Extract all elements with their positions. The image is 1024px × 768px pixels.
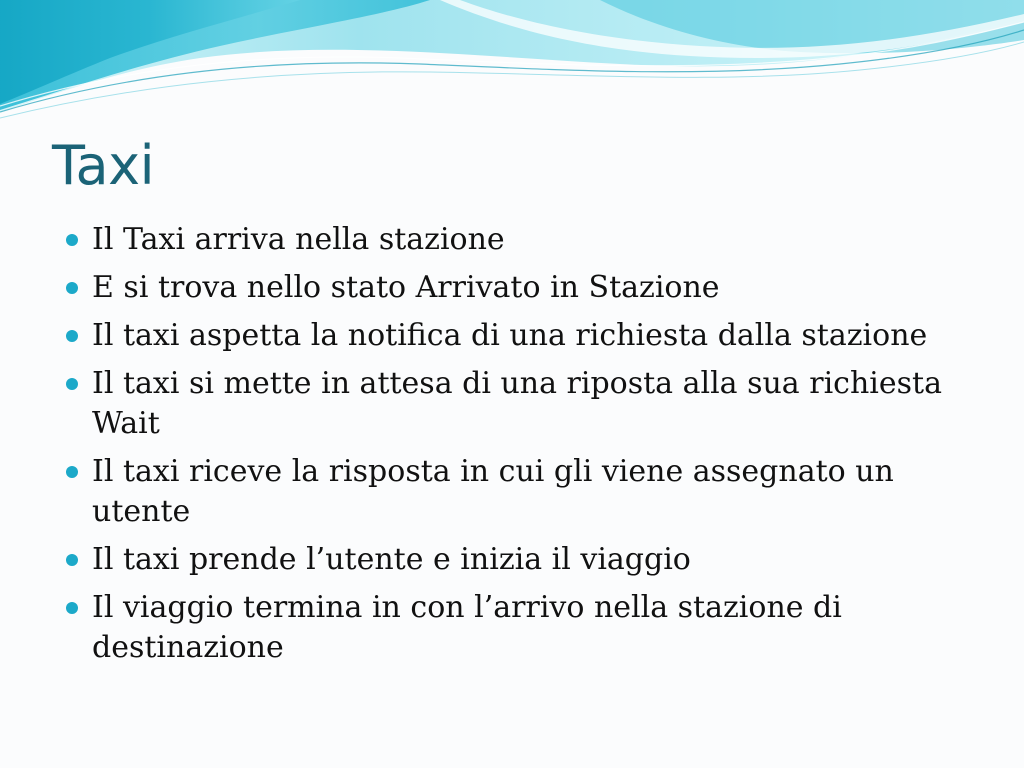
bullet-text: Il viaggio termina in con l’arrivo nella stazione di destinazione (92, 590, 842, 665)
bullet-item (64, 220, 984, 260)
bullet-item (64, 364, 984, 444)
bullet-dot-icon (66, 602, 78, 614)
bullet-text: Il taxi prende l’utente e inizia il viaggio (92, 542, 691, 577)
bullet-list (64, 220, 984, 676)
bullet-item (64, 316, 984, 356)
bullet-text: Il taxi si mette in attesa di una riposta alla sua richiesta Wait (92, 366, 942, 441)
bullet-item (64, 540, 984, 580)
header-wave-decoration (0, 0, 1024, 130)
bullet-dot-icon (66, 282, 78, 294)
bullet-text: E si trova nello stato Arrivato in Stazione (92, 270, 720, 305)
bullet-text: Il Taxi arriva nella stazione (92, 222, 505, 257)
bullet-dot-icon (66, 234, 78, 246)
bullet-item (64, 268, 984, 308)
bullet-dot-icon (66, 554, 78, 566)
bullet-dot-icon (66, 378, 78, 390)
bullet-dot-icon (66, 330, 78, 342)
bullet-item (64, 452, 984, 532)
bullet-dot-icon (66, 466, 78, 478)
slide-title: Taxi (52, 134, 155, 197)
bullet-item (64, 588, 984, 668)
bullet-text: Il taxi riceve la risposta in cui gli viene assegnato un utente (92, 454, 894, 529)
bullet-text: Il taxi aspetta la notifica di una richiesta dalla stazione (92, 318, 928, 353)
